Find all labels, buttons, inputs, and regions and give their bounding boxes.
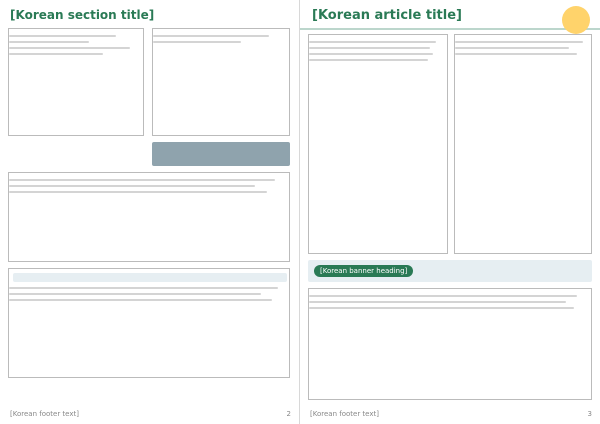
left-schedule-section <box>8 268 290 378</box>
left-main-section <box>8 172 290 262</box>
notice-box-1 <box>8 28 144 136</box>
right-footer: [Korean footer text] <box>310 410 379 418</box>
right-page-title: [Korean article title] <box>312 8 462 23</box>
logo-badge <box>562 6 590 34</box>
notice-box-2 <box>152 28 290 136</box>
left-page-title: [Korean section title] <box>10 8 155 22</box>
right-bottom-section <box>308 288 592 400</box>
article-col-2 <box>454 34 592 254</box>
right-banner <box>308 260 592 282</box>
right-page <box>300 0 600 424</box>
left-page-number: 2 <box>286 410 291 418</box>
banner-text: [Korean banner heading] <box>314 265 413 277</box>
right-page-number: 3 <box>587 410 592 418</box>
article-col-1 <box>308 34 448 254</box>
left-footer: [Korean footer text] <box>10 410 79 418</box>
left-highlight <box>152 142 290 166</box>
right-page-divider <box>300 28 600 30</box>
